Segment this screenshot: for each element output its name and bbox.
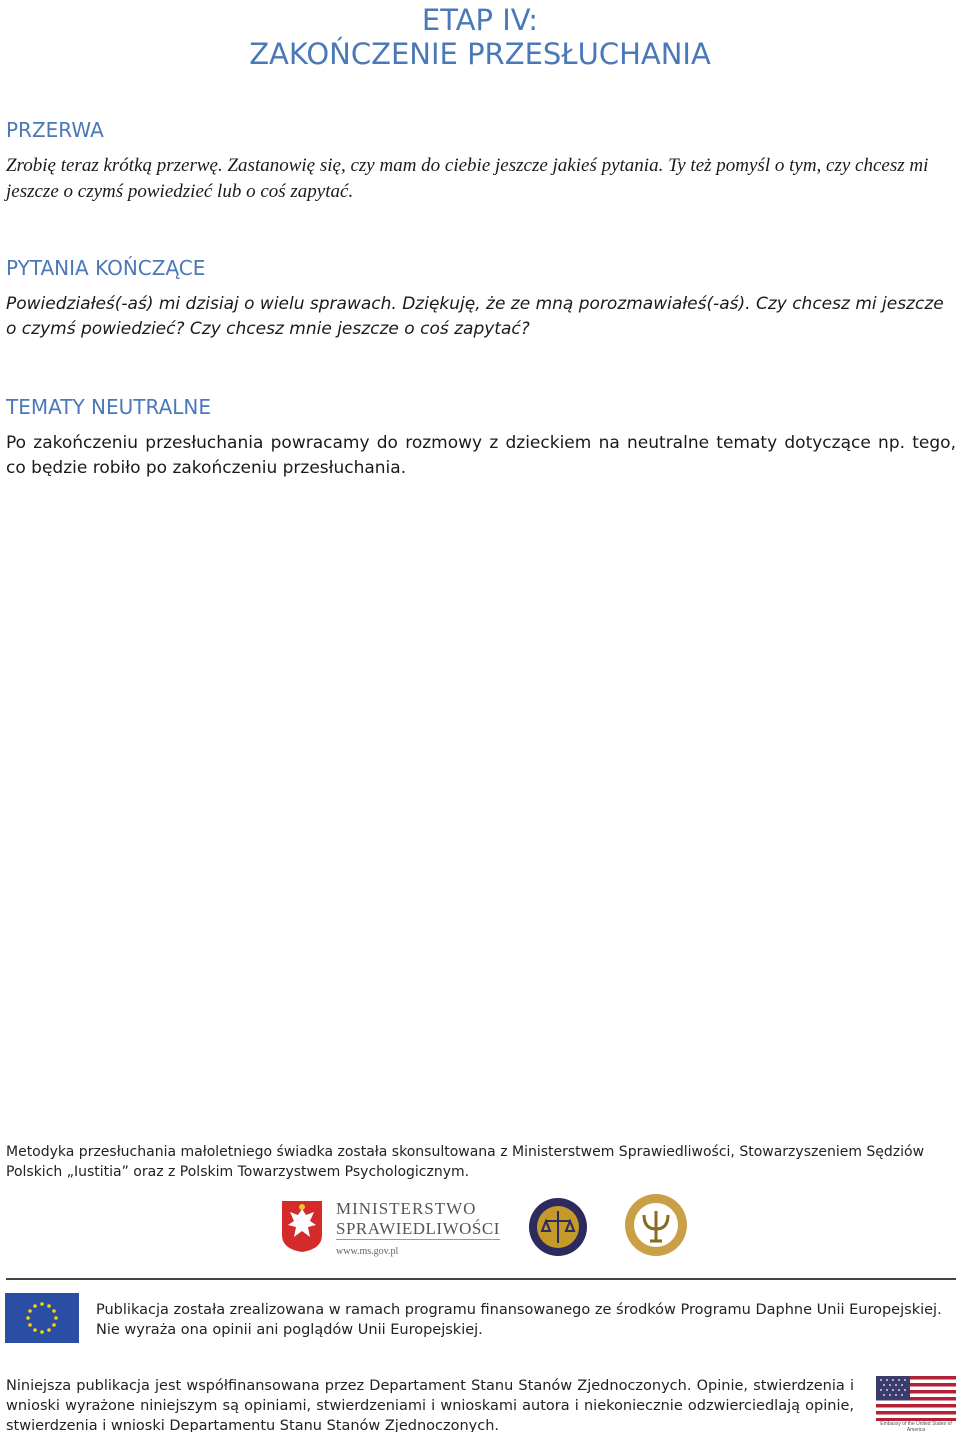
eu-funding-note: Publikacja została zrealizowana w ramach programu finansowanego ze środków Programu Daphne Unii Europejskiej. Nie wyraża ona opinii ani poglądów Unii Europejskiej.: [96, 1302, 942, 1338]
ministry-line-2: SPRAWIEDLIWOŚCI: [336, 1219, 500, 1238]
footer-divider: [6, 1278, 956, 1280]
eu-flag-icon: [5, 1293, 79, 1343]
ministry-line-1: MINISTERSTWO: [336, 1199, 477, 1218]
page-title-line-1: ETAP IV:: [421, 3, 539, 37]
section-heading-break: PRZERWA: [6, 118, 104, 142]
ministry-url: www.ms.gov.pl: [336, 1246, 399, 1257]
section-text-neutral-topics: Po zakończeniu przesłuchania powracamy do rozmowy z dzieckiem na neutralne tematy dotyczące np. tego, co będzie robiło po zakończeniu przesłuchania.: [6, 433, 956, 478]
us-flag-icon: [876, 1376, 956, 1421]
iustitia-logo-icon: [528, 1195, 588, 1259]
polish-eagle-emblem-icon: [280, 1199, 324, 1253]
ptp-logo-icon: [624, 1193, 688, 1257]
section-text-closing-questions: Powiedziałeś(-aś) mi dzisiaj o wielu sprawach. Dziękuję, że ze mną porozmawiałeś(-aś). Czy chcesz mi jeszcze o czymś powiedzieć? Czy chcesz mnie jeszcze o coś zapytać?: [6, 294, 944, 339]
section-heading-neutral-topics: TEMATY NEUTRALNE: [6, 395, 211, 419]
consultation-note: Metodyka przesłuchania małoletniego świadka została skonsultowana z Ministerstwem Sprawiedliwości, Stowarzyszeniem Sędziów Polskich „Iustitia” oraz z Polskim Towarzystwem Psychologicznym.: [6, 1144, 925, 1180]
section-text-break: Zrobię teraz krótką przerwę. Zastanowię się, czy mam do ciebie jeszcze jakieś pytania. Ty też pomyśl o tym, czy chcesz mi jeszcze o czymś powiedzieć lub o coś zapytać.: [6, 155, 929, 202]
section-heading-closing-questions: PYTANIA KOŃCZĄCE: [6, 256, 206, 280]
ministry-of-justice-logo: [336, 1199, 500, 1257]
us-funding-note: Niniejsza publikacja jest współfinansowana przez Departament Stanu Stanów Zjednoczonych. Opinie, stwierdzenia i wnioski wyrażone niniejszym są opiniami, stwierdzeniami i wnioskami autora i niekoniecznie odzwierciedlają opinie, stwierdzenia i wnioski Departamentu Stanu Stanów Zjednoczonych.: [6, 1378, 854, 1432]
partner-logos: [280, 1193, 700, 1263]
us-embassy-caption: Embassy of the United States of America: [880, 1421, 952, 1432]
page-title-line-2: ZAKOŃCZENIE PRZESŁUCHANIA: [249, 37, 711, 71]
